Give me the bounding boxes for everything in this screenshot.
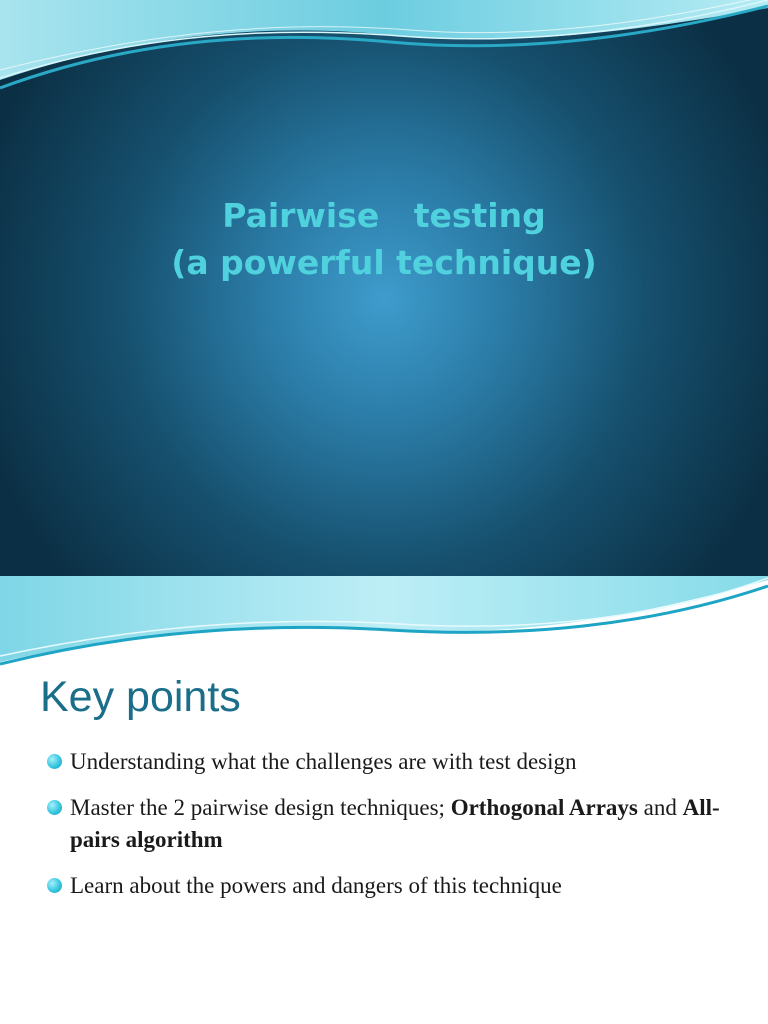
decorative-waves [0, 0, 768, 110]
slide-title [0, 192, 768, 286]
key-points-slide [0, 576, 768, 1024]
title-line-2: (a powerful technique) [171, 243, 597, 282]
bullet-dot-icon [47, 878, 62, 893]
bullet-item-challenges [44, 746, 734, 778]
bullet-list [44, 746, 734, 916]
bullet-dot-icon [47, 754, 62, 769]
bullet-bold-all-pairs: All-pairs algorithm [70, 795, 720, 852]
bullet-text: Learn about the powers and dangers of this technique [70, 873, 562, 898]
bullet-text: Master the 2 pairwise design techniques; [70, 795, 451, 820]
title-line-1: Pairwise testing [222, 196, 546, 235]
bullet-dot-icon [47, 800, 62, 815]
bullet-bold-orthogonal-arrays: Orthogonal Arrays [450, 795, 638, 820]
decorative-waves [0, 576, 768, 668]
bullet-text-connector: and [637, 795, 683, 820]
bullet-item-powers-dangers [44, 870, 734, 902]
bullet-item-techniques [44, 792, 734, 856]
bullet-text: Understanding what the challenges are with test design [70, 749, 577, 774]
slide-heading: Key points [40, 673, 241, 721]
